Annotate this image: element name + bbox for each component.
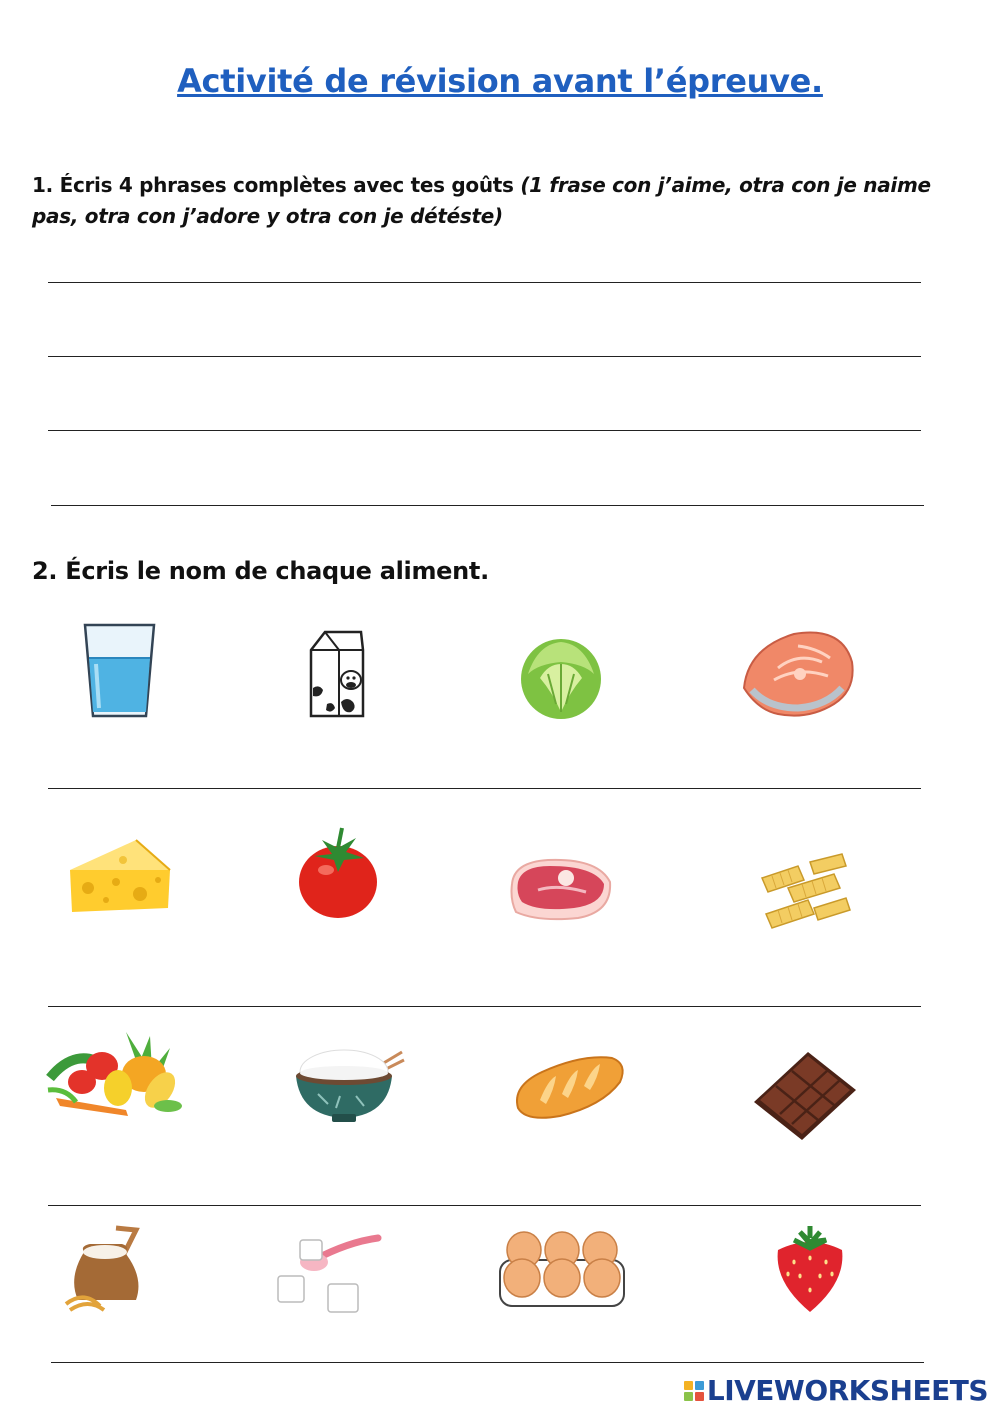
question-1-prompt: 1. Écris 4 phrases complètes avec tes goûts [32, 173, 521, 197]
page-title: Activité de révision avant l’épreuve. [177, 62, 823, 100]
chocolate-icon [752, 1050, 858, 1142]
logo-text: LIVEWORKSHEETS [706, 1374, 988, 1407]
strawberry-icon [774, 1222, 846, 1314]
sugar-cubes-icon [274, 1234, 384, 1316]
question-1-hint: (1 frase con j’aime, otra con je naime pas, otra con j’adore y otra con je détéste) [32, 173, 931, 228]
logo-blocks-icon [684, 1381, 704, 1401]
answer-line-row-2[interactable] [48, 1006, 921, 1007]
tomato-icon [298, 826, 380, 920]
answer-line-row-3[interactable] [48, 1205, 921, 1206]
lettuce-icon [518, 634, 604, 720]
flour-sack-icon [64, 1226, 144, 1312]
answer-line-row-1[interactable] [48, 788, 921, 789]
liveworksheets-logo[interactable] [684, 1374, 988, 1407]
question-1 [32, 170, 967, 232]
answer-line-1[interactable] [48, 282, 921, 283]
eggs-icon [498, 1230, 626, 1312]
cheese-icon [68, 836, 172, 916]
glass-of-water-icon [82, 620, 157, 720]
steak-icon [508, 856, 614, 922]
rice-bowl-icon [292, 1046, 404, 1124]
answer-line-row-4[interactable] [51, 1362, 924, 1363]
milk-carton-icon [305, 628, 369, 720]
salmon-steak-icon [738, 628, 856, 720]
answer-line-3[interactable] [48, 430, 921, 431]
answer-line-4[interactable] [51, 505, 924, 506]
pasta-icon [758, 852, 852, 930]
bread-icon [512, 1050, 626, 1122]
answer-line-2[interactable] [48, 356, 921, 357]
question-2-prompt: 2. Écris le nom de chaque aliment. [32, 557, 489, 585]
vegetables-icon [46, 1026, 182, 1122]
